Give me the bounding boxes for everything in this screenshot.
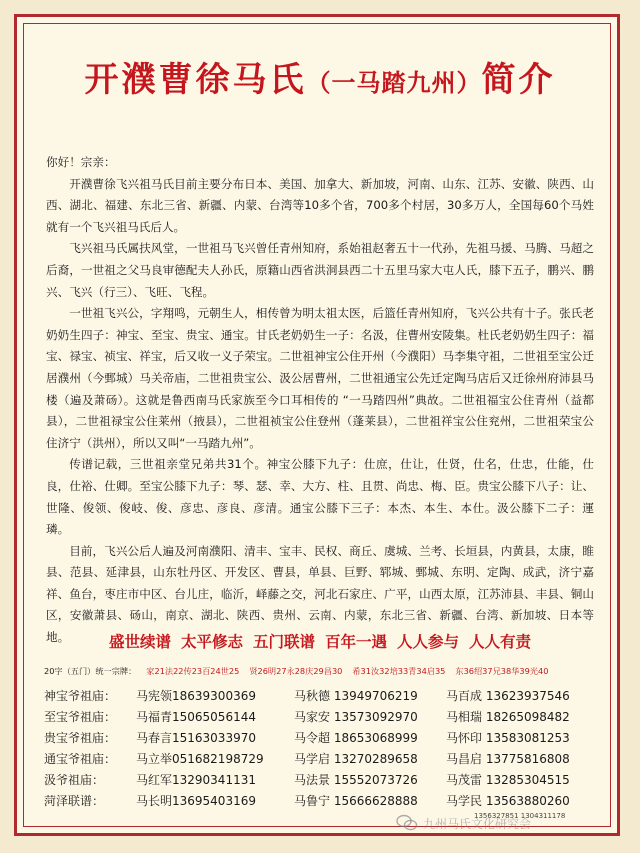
slogan-part: 太平修志 xyxy=(180,633,243,651)
contact-row xyxy=(44,686,604,707)
contact-entry: 马怀印 13583081253 xyxy=(446,731,570,745)
contact-entry: 马长明13695403169 xyxy=(136,794,256,808)
paragraph-current-locations: 目前，飞兴公后人遍及河南濮阳、清丰、宝丰、民权、商丘、虞城、兰考、长垣县，内黄县，太康，睢县、范县、延津县，山东牡丹区、开发区、曹县，单县、巨野、郓城、鄄城、东明、定陶、成武，济宁嘉祥、鱼台，枣庄市中区、台儿庄，临沂，峄藤之交，河北石家庄、广平，山西太原，江苏沛县、丰县、铜山区，安徽萧县、砀山，南京、湖北、陕西、贵州、云南、内蒙，东北三省、新疆、台湾、新加坡、日本等地。 xyxy=(46,543,594,645)
contact-entry: 马百成 13623937546 xyxy=(446,689,570,703)
slogan-part: 五门联谱 xyxy=(252,633,315,651)
contact-label: 贵宝爷祖庙： xyxy=(44,731,117,745)
contact-entry: 马茂雷 13285304515 xyxy=(446,773,570,787)
page-title xyxy=(0,52,640,101)
contact-label: 菏泽联谱： xyxy=(44,794,105,808)
contact-row xyxy=(44,728,604,749)
paragraph-genealogy: 传谱记载，三世祖亲堂兄弟共31个。神宝公膝下九子：仕庶，仕让，仕贤，仕名，仕忠，仕能，仕良，仕裕、仕卿。至宝公膝下九子：琴、瑟、幸、大方、柱、且贯、尚忠、梅、臣。贵宝公膝下八子：让、世隆、俊领、俊岐、俊、彦忠、彦良、彦清。通宝公膝下三子：本杰、本生、本仕。汲公膝下二子：運 璘。 xyxy=(46,457,594,537)
contact-label: 通宝爷祖庙： xyxy=(44,752,117,766)
paragraph-distribution: 开濮曹徐飞兴祖马氏目前主要分布日本、美国、加拿大、新加坡，河南、山东、江苏、安徽、陕西、山西、湖北、福建、东北三省、新疆、内蒙、台湾等10多个省，700多个村居，30多万人，全国每60个马姓就有一个飞兴祖马氏后人。 xyxy=(46,176,594,234)
title-main: 开濮曹徐马氏 xyxy=(84,60,307,100)
greeting: 你好！宗亲： xyxy=(46,155,116,169)
intro-body xyxy=(46,152,594,649)
slogan-part: 百年一遇 xyxy=(325,633,388,651)
contact-entry: 马红军13290341131 xyxy=(136,773,256,787)
generation-group: 希31汝32培33青34启35 xyxy=(352,666,446,676)
contact-entry: 马学启 13270289658 xyxy=(294,752,418,766)
contact-entry: 马昌启 13775816808 xyxy=(446,752,570,766)
slogan xyxy=(0,630,640,652)
generation-group: 家21法22传23百24世25 xyxy=(146,666,240,676)
contact-entry: 马宪领18639300369 xyxy=(136,689,256,703)
contact-row xyxy=(44,770,604,791)
generation-group: 贤26明27永28庆29昌30 xyxy=(249,666,343,676)
watermark-text: 九州马氏文化研究会 xyxy=(423,816,532,831)
paragraph-first-ancestor: 一世祖飞兴公，字翔鸣，元朝生人，相传曾为明太祖太医，后篮任青州知府，飞兴公共有十子。张氏老奶奶生四子：神宝、至宝、贵宝、通宝。甘氏老奶奶生一子：名汲，住曹州安陵集。杜氏老奶奶生四子：福宝、禄宝、祯宝、祥宝，后又收一义子荣宝。二世祖神宝公住开州（今濮阳）马李集守祖，二世祖至宝公迁居濮州（今鄄城）马关帝庙，二世祖贵宝公、汲公居曹州，二世祖通宝公先迁定陶马店后又迁徐州府沛县马楼（遍及萧砀）。这就是鲁西南马氏家族至今口耳相传的 “一马踏四州”典故。二世祖福宝公住青州（益都县），二世祖禄宝公住莱州（掖县），二世祖祯宝公住登州（蓬莱县），二世祖祥宝公住兖州，二世祖荣宝公住济宁（洪州），所以又叫“一马踏九州”。 xyxy=(46,306,594,450)
contact-row xyxy=(44,749,604,770)
contact-list xyxy=(44,686,604,812)
contact-row xyxy=(44,707,604,728)
contact-entry: 马春言15163033970 xyxy=(136,731,256,745)
generation-names xyxy=(44,666,600,677)
contact-entry: 马家安 13573092970 xyxy=(294,710,418,724)
contact-entry: 马法景 15552073726 xyxy=(294,773,418,787)
title-subtitle: （一马踏九州） xyxy=(306,69,482,97)
contact-entry: 马鲁宁 15666628888 xyxy=(294,794,418,808)
slogan-part: 人人参与 xyxy=(397,633,460,651)
contact-entry: 马学民 13563880260 xyxy=(446,794,570,808)
contact-entry: 马令超 18653068999 xyxy=(294,731,418,745)
generation-group: 东36绍37兄38华39光40 xyxy=(455,666,549,676)
qq-numbers: 1356327851 1304311178 xyxy=(474,812,566,820)
contact-entry: 马秋德 13949706219 xyxy=(294,689,418,703)
generation-lead: 20字（五门）统一宗牌： xyxy=(44,666,137,676)
slogan-part: 盛世续谱 xyxy=(108,633,171,651)
contact-label: 神宝爷祖庙： xyxy=(44,689,117,703)
title-tail: 简介 xyxy=(481,60,556,100)
contact-entry: 马福青15065056144 xyxy=(136,710,256,724)
slogan-part: 人人有责 xyxy=(469,633,532,651)
paragraph-origin: 飞兴祖马氏属扶风堂，一世祖马飞兴曾任青州知府，系始祖赵奢五十一代孙，先祖马援、马腾、马超之后裔，一世祖之父马良审德配夫人孙氏，原籍山西省洪洞县西二十五里马家大屯人氏，膝下五子，鹏兴、鹏兴、飞兴（行三）、飞旺、飞程。 xyxy=(46,241,594,299)
contact-label: 至宝爷祖庙： xyxy=(44,710,117,724)
contact-label: 汲爷祖庙： xyxy=(44,773,105,787)
wechat-icon xyxy=(396,814,418,832)
contact-entry: 马相瑞 18265098482 xyxy=(446,710,570,724)
contact-entry: 马立举051682198729 xyxy=(136,752,264,766)
